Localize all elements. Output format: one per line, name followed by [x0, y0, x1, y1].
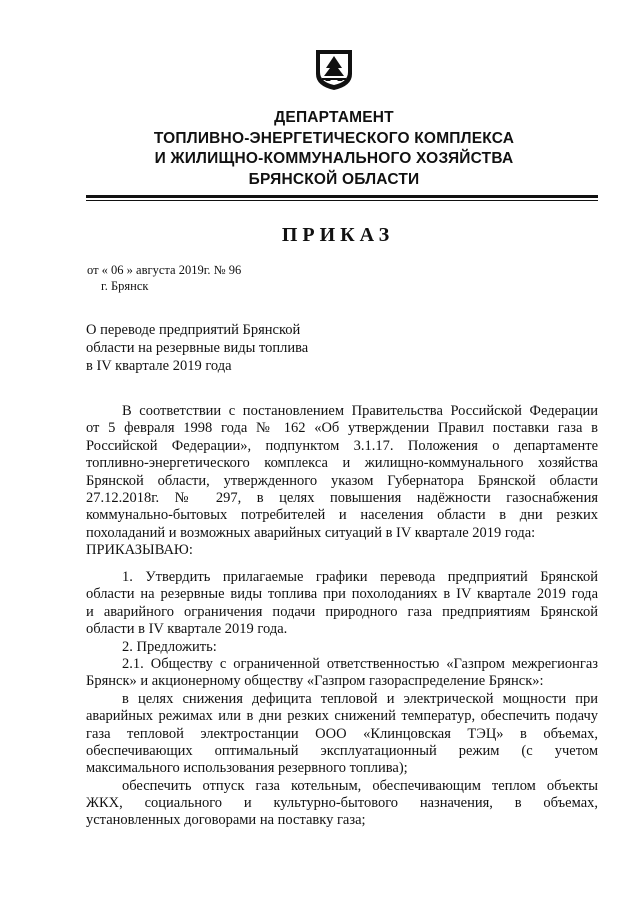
- preamble-line: 27.12.2018г. № 297, в целях повышения надёжности газоснабжения: [86, 489, 598, 506]
- preamble-paragraph: [86, 403, 598, 560]
- items-section: [86, 569, 598, 830]
- item-line: Брянск» и акционерному обществу «Газпром газораспределение Брянск»:: [86, 673, 544, 690]
- header-line: ТОПЛИВНО-ЭНЕРГЕТИЧЕСКОГО КОМПЛЕКСА: [153, 129, 515, 147]
- header-line: БРЯНСКОЙ ОБЛАСТИ: [248, 170, 420, 188]
- item-line: и аварийного ограничения подачи природного газа предприятиям Брянской: [86, 603, 598, 620]
- subject-line: О переводе предприятий Брянской: [86, 322, 301, 338]
- item-line: установленных договорами на поставку газа;: [86, 812, 366, 829]
- header-rule-thick: [86, 195, 598, 198]
- subject-line: в IV квартале 2019 года: [86, 358, 232, 374]
- preamble-line: топливно-энергетического комплекса и жилищно-коммунального хозяйства: [86, 455, 598, 472]
- preamble-line: Российской Федерации», подпунктом 3.1.17. Положения о департаменте: [86, 437, 598, 454]
- item-line: аварийных режимах или в дни резких снижений температур, обеспечить подачу: [86, 708, 598, 725]
- coat-of-arms-icon: [314, 48, 354, 92]
- department-header: [0, 108, 640, 190]
- subject-line: области на резервные виды топлива: [86, 340, 309, 356]
- item-line: 2.1. Обществу с ограниченной ответственностью «Газпром межрегионгаз: [122, 655, 598, 672]
- item-line: обеспечить отпуск газа котельным, обеспечивающим теплом объекты: [122, 777, 598, 794]
- item-line: обеспечивающих оптимальный эксплуатационный режим (с учетом: [86, 742, 598, 759]
- preamble-line: похоладаний и возможных аварийных ситуаций в IV квартале 2019 года:: [86, 524, 536, 541]
- item-line: газа тепловой электростанции ООО «Клинцовская ТЭЦ» в объемах,: [86, 725, 598, 742]
- item-line: 2. Предложить:: [122, 638, 217, 655]
- header-line: И ЖИЛИЩНО-КОММУНАЛЬНОГО ХОЗЯЙСТВА: [154, 150, 514, 167]
- item-line: 1. Утвердить прилагаемые графики перевода предприятий Брянской: [122, 569, 598, 585]
- preamble-line: ПРИКАЗЫВАЮ:: [86, 542, 193, 559]
- order-date: от « 06 » августа 2019г. № 96: [87, 263, 242, 277]
- item-line: области на резервные виды топлива при похолоданиях в IV квартале 2019 года: [86, 586, 598, 603]
- preamble-line: от 5 февраля 1998 года № 162 «Об утверждении Правил поставки газа в: [86, 420, 598, 437]
- header-rule-thin: [86, 200, 598, 201]
- preamble-line: В соответствии с постановлением Правительства Российской Федерации: [122, 403, 598, 419]
- header-line: ДЕПАРТАМЕНТ: [274, 109, 394, 126]
- order-city: г. Брянск: [101, 279, 149, 293]
- preamble-line: коммунально-бытовых потребителей и населения области в дни резких: [86, 507, 598, 524]
- order-title: ПРИКАЗ: [281, 224, 395, 246]
- item-line: максимального использования резервного топлива);: [86, 760, 408, 777]
- item-line: ЖКХ, социального и культурно-бытового назначения, в объемах,: [86, 795, 598, 812]
- item-line: области в IV квартале 2019 года.: [86, 621, 288, 638]
- order-subject: [86, 321, 386, 375]
- item-line: в целях снижения дефицита тепловой и электрической мощности при: [122, 690, 598, 707]
- preamble-line: Брянской области, утвержденного указом Губернатора Брянской области: [86, 472, 598, 489]
